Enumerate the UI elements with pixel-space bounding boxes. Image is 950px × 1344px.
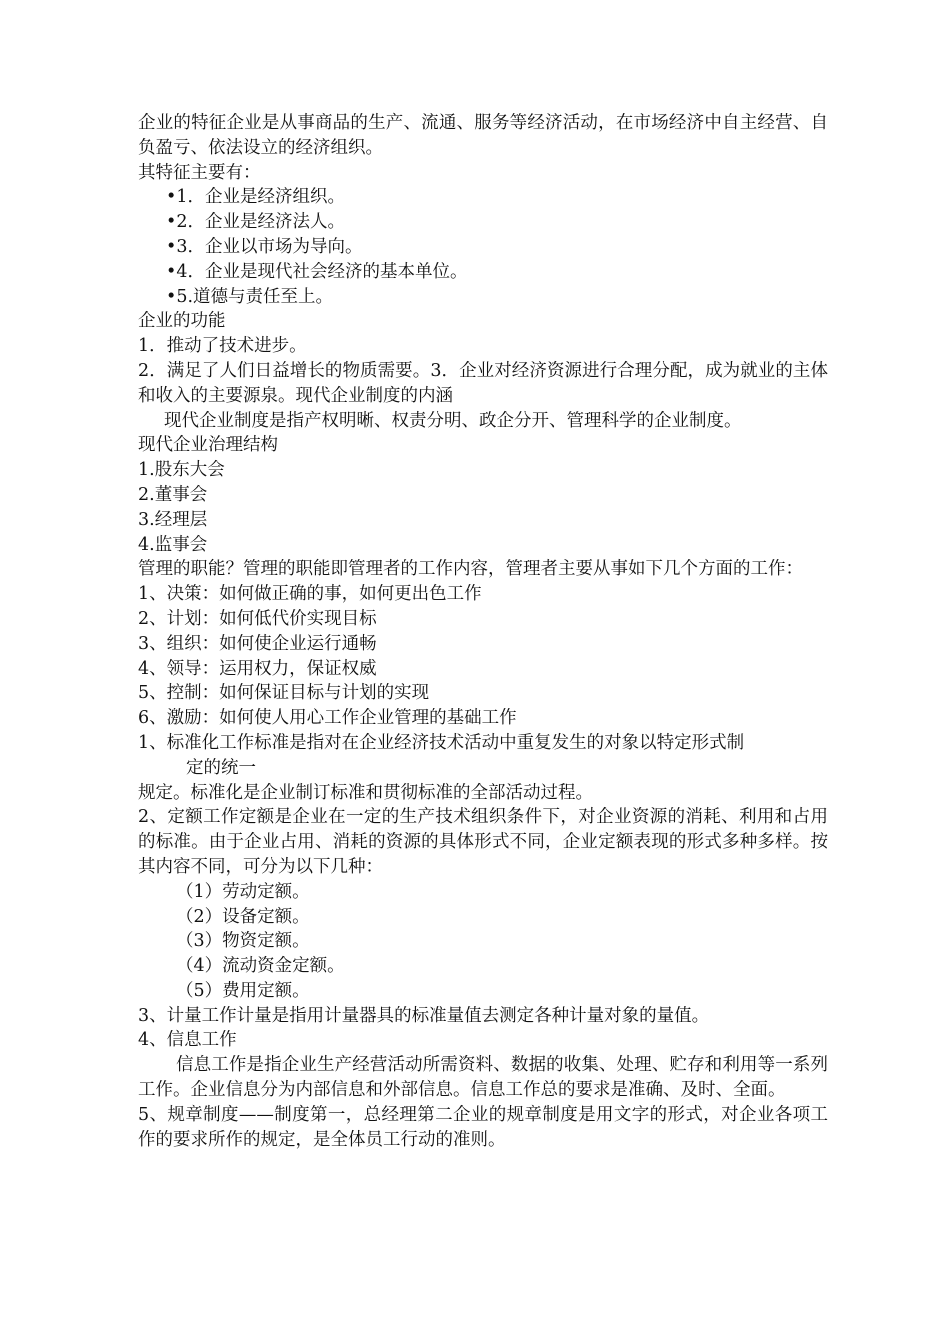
governance-item: 3.经理层 (138, 509, 208, 530)
feature-item: •4．企业是现代社会经济的基本单位。 (166, 261, 468, 282)
quota-item: （1）劳动定额。 (176, 881, 310, 902)
functions-title: 企业的功能 (138, 311, 226, 332)
management-function-item: 5、控制：如何保证目标与计划的实现 (138, 683, 430, 704)
document-page (138, 111, 828, 1152)
enterprise-features-intro: 企业的特征企业是从事商品的生产、流通、服务等经济活动，在市场经济中自主经营、自负盈亏、依法设立的经济组织。 (138, 113, 828, 158)
governance-item: 4.监事会 (138, 534, 208, 555)
quota-item: （2）设备定额。 (176, 906, 310, 927)
management-function-item: 4、领导：运用权力，保证权威 (138, 658, 377, 679)
governance-item: 1.股东大会 (138, 460, 225, 481)
management-functions-intro: 管理的职能？管理的职能即管理者的工作内容，管理者主要从事如下几个方面的工作： (138, 559, 803, 580)
metering-paragraph: 3、计量工作计量是指用计量器具的标准量值去测定各种计量对象的量值。 (138, 1005, 710, 1026)
quota-paragraph: 2、定额工作定额是企业在一定的生产技术组织条件下，对企业资源的消耗、利用和占用的标准。由于企业占用、消耗的资源的具体形式不同，企业定额表现的形式多种多样。按其内容不同，可分为以下几种： (138, 807, 828, 877)
management-function-item: 1、决策：如何做正确的事，如何更出色工作 (138, 584, 482, 605)
feature-item: •3．企业以市场为导向。 (166, 236, 363, 257)
rules-paragraph: 5、规章制度——制度第一，总经理第二企业的规章制度是用文字的形式，对企业各项工作的要求所作的规定，是全体员工行动的准则。 (138, 1104, 828, 1150)
standardization-line: 1、标准化工作标准是指对在企业经济技术活动中重复发生的对象以特定形式制 (138, 732, 745, 753)
governance-title: 现代企业治理结构 (138, 435, 278, 456)
quota-item: （3）物资定额。 (176, 931, 310, 952)
quota-item: （5）费用定额。 (176, 980, 310, 1001)
feature-item: •5.道德与责任至上。 (166, 286, 334, 307)
function-item: 2．满足了人们日益增长的物质需要。3．企业对经济资源进行合理分配，成为就业的主体和收入的主要源泉。现代企业制度的内涵 (138, 360, 828, 406)
info-paragraph: 信息工作是指企业生产经营活动所需资料、数据的收集、处理、贮存和利用等一系列工作。企业信息分为内部信息和外部信息。信息工作总的要求是准确、及时、全面。 (138, 1055, 828, 1101)
modern-system-definition: 现代企业制度是指产权明晰、权责分明、政企分开、管理科学的企业制度。 (164, 410, 742, 431)
feature-item: •1．企业是经济组织。 (166, 187, 345, 208)
management-function-item: 2、计划：如何低代价实现目标 (138, 608, 377, 629)
quota-item: （4）流动资金定额。 (176, 956, 345, 977)
function-item: 1．推动了技术进步。 (138, 336, 307, 357)
governance-item: 2.董事会 (138, 484, 208, 505)
features-lead: 其特征主要有： (138, 162, 261, 183)
management-function-item: 3、组织：如何使企业运行通畅 (138, 633, 377, 654)
management-function-item: 6、激励：如何使人用心工作企业管理的基础工作 (138, 708, 517, 729)
standardization-line: 定的统一 (186, 757, 256, 778)
standardization-line: 规定。标准化是企业制订标准和贯彻标准的全部活动过程。 (138, 782, 593, 803)
feature-item: •2．企业是经济法人。 (166, 212, 345, 233)
info-title: 4、信息工作 (138, 1030, 237, 1051)
